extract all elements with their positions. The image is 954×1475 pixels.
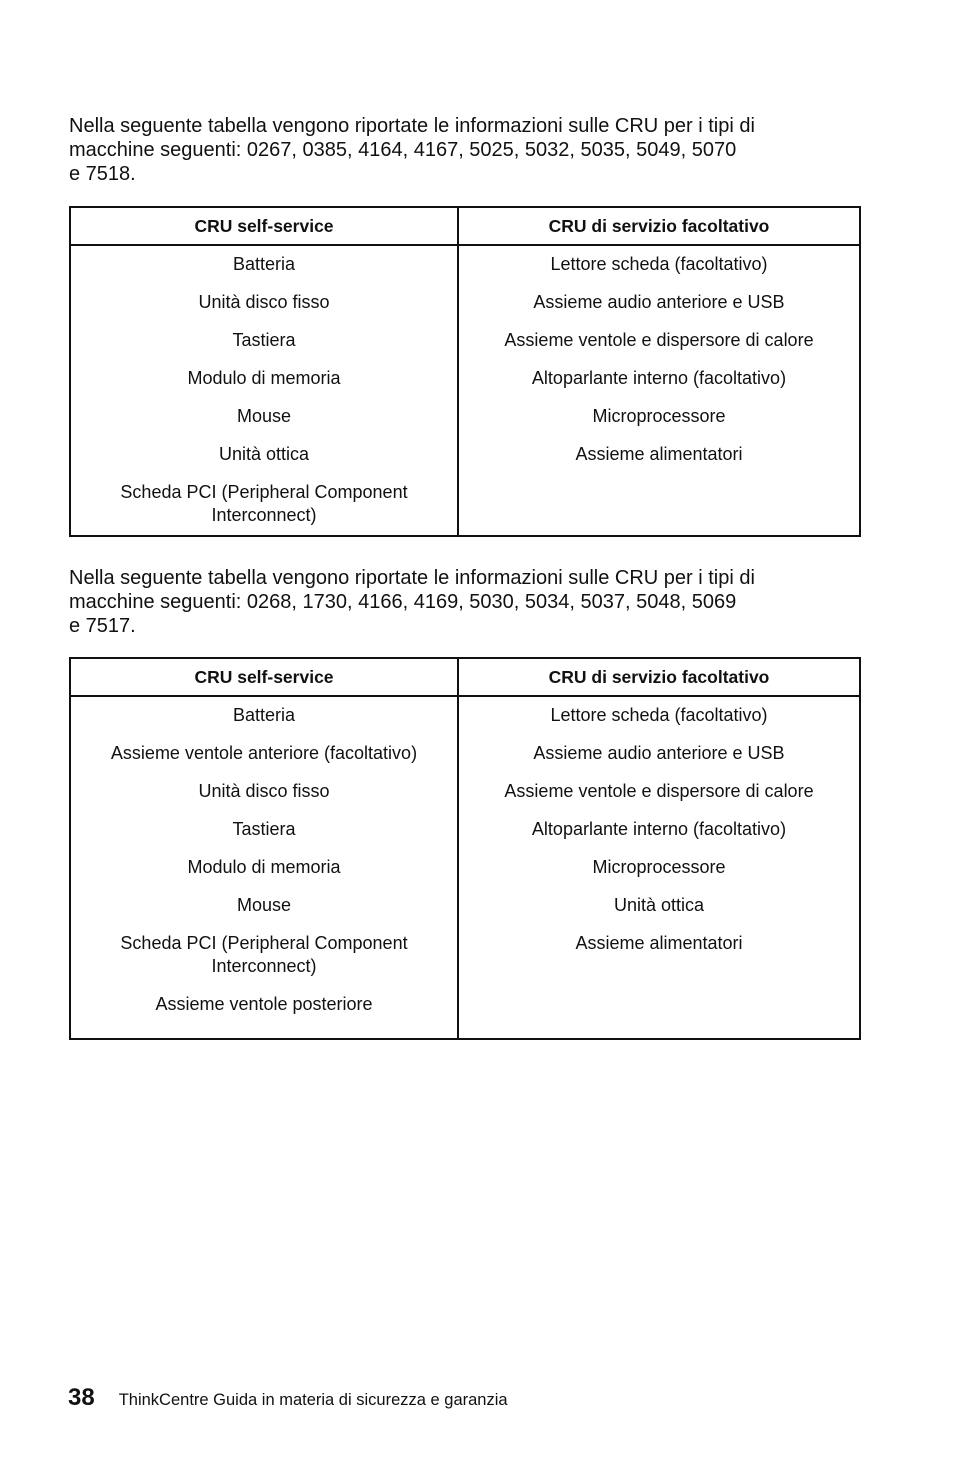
list-item: Lettore scheda (facoltativo): [550, 705, 768, 725]
list-item: Unità ottica: [218, 444, 310, 464]
header-self-service: CRU self-service: [70, 207, 458, 245]
table-row: [70, 245, 860, 536]
header-optional-service: CRU di servizio facoltativo: [458, 658, 860, 696]
intro-paragraph-1: [69, 114, 859, 186]
page-footer: [68, 1384, 508, 1412]
paragraph-line: macchine seguenti: 0268, 1730, 4166, 4169, 5030, 5034, 5037, 5048, 5069: [69, 591, 737, 613]
list-item: Tastiera: [232, 819, 296, 839]
list-item: Lettore scheda (facoltativo): [550, 254, 768, 274]
intro-paragraph-2: [69, 566, 859, 638]
list-item: Assieme alimentatori: [575, 444, 743, 464]
list-item: Assieme alimentatori: [575, 933, 743, 953]
table-header-row: [70, 658, 860, 696]
list-item: Assieme audio anteriore e USB: [533, 292, 785, 312]
page-number: 38: [68, 1384, 95, 1411]
optional-service-cell: [458, 696, 860, 1039]
self-service-cell: [70, 245, 458, 536]
list-item: Microprocessore: [592, 857, 726, 877]
optional-service-cell: [458, 245, 860, 536]
list-item: Microprocessore: [592, 406, 726, 426]
list-item: Assieme ventole posteriore: [155, 994, 373, 1014]
list-item: Unità ottica: [613, 895, 705, 915]
list-item: Assieme ventole anteriore (facoltativo): [110, 743, 418, 763]
list-item: Scheda PCI (Peripheral Component Interconnect): [120, 933, 408, 976]
list-item: Mouse: [236, 895, 292, 915]
self-service-cell: [70, 696, 458, 1039]
header-self-service: CRU self-service: [70, 658, 458, 696]
paragraph-line: e 7518.: [69, 163, 136, 185]
list-item: Scheda PCI (Peripheral Component Interconnect): [120, 482, 408, 525]
list-item: Modulo di memoria: [187, 857, 341, 877]
list-item: Unità disco fisso: [198, 781, 330, 801]
list-item: Assieme audio anteriore e USB: [533, 743, 785, 763]
table-header-row: [70, 207, 860, 245]
paragraph-line: macchine seguenti: 0267, 0385, 4164, 4167, 5025, 5032, 5035, 5049, 5070: [69, 139, 737, 161]
cru-table-1: [69, 206, 861, 537]
list-item: Modulo di memoria: [187, 368, 341, 388]
list-item: Assieme ventole e dispersore di calore: [504, 781, 814, 801]
footer-title: ThinkCentre Guida in materia di sicurezza e garanzia: [118, 1391, 508, 1409]
header-optional-service: CRU di servizio facoltativo: [458, 207, 860, 245]
list-item: Tastiera: [232, 330, 296, 350]
list-item: Mouse: [236, 406, 292, 426]
paragraph-line: Nella seguente tabella vengono riportate le informazioni sulle CRU per i tipi di: [69, 115, 755, 137]
list-item: Altoparlante interno (facoltativo): [531, 368, 787, 388]
paragraph-line: e 7517.: [69, 615, 136, 637]
cru-table-2: [69, 657, 861, 1040]
table-row: [70, 696, 860, 1039]
list-item: Batteria: [232, 254, 296, 274]
list-item: Batteria: [232, 705, 296, 725]
list-item: Assieme ventole e dispersore di calore: [504, 330, 814, 350]
list-item: Altoparlante interno (facoltativo): [531, 819, 787, 839]
paragraph-line: Nella seguente tabella vengono riportate le informazioni sulle CRU per i tipi di: [69, 567, 755, 589]
list-item: Unità disco fisso: [198, 292, 330, 312]
